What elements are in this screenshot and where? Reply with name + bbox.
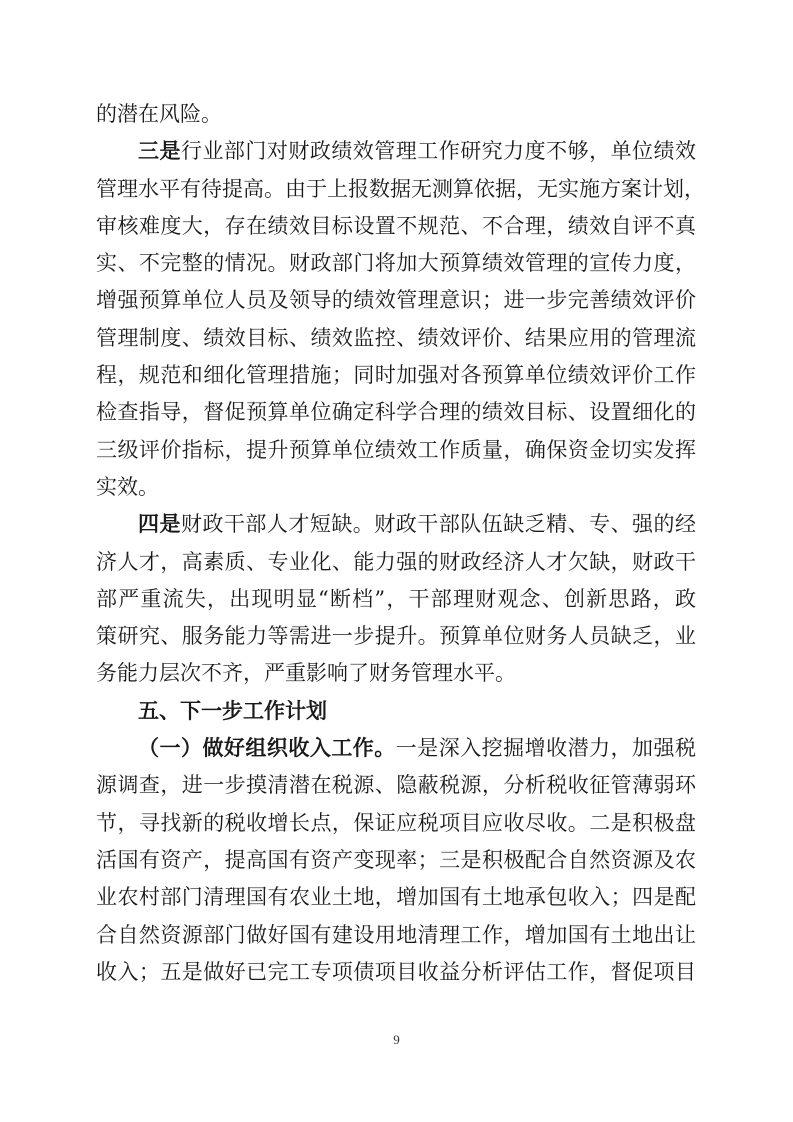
text-line-21: 活国有资产，提高国有资产变现率；三是积极配合自然资源及农 [96,847,696,872]
text-line-1: 的潜在风险。 [96,102,222,126]
text-line-6: 增强预算单位人员及领导的绩效管理意识；进一步完善绩效评价 [96,288,696,313]
text-line-5: 实、不完整的情况。财政部门将加大预算绩效管理的宣传力度， [96,251,696,276]
text-line-12: 四是财政干部人才短缺。财政干部队伍缺乏精、专、强的经 [138,512,697,537]
lead-label: 四是 [138,512,181,537]
text-line-23: 合自然资源部门做好国有建设用地清理工作，增加国有土地出让 [96,922,696,947]
text-line-24: 收入；五是做好已完工专项债项目收益分析评估工作，督促项目 [96,959,696,984]
text-line-7: 管理制度、绩效目标、绩效监控、绩效评价、结果应用的管理流 [96,325,696,350]
document-body [96,96,705,991]
lead-label: 三是 [138,139,181,164]
text-line-19: 源调查，进一步摸清潜在税源、隐蔽税源，分析税收征管薄弱环 [96,773,696,798]
text-line-3: 管理水平有待提高。由于上报数据无测算依据，无实施方案计划， [96,176,705,201]
text-line-13: 济人才，高素质、专业化、能力强的财政经济人才欠缺，财政干 [96,549,696,574]
text-line-4: 审核难度大，存在绩效目标设置不规范、不合理，绩效自评不真 [96,213,696,238]
text-line-16: 务能力层次不齐，严重影响了财务管理水平。 [96,661,516,686]
text-line-2: 三是行业部门对财政绩效管理工作研究力度不够，单位绩效 [138,139,697,164]
text-line-8: 程，规范和细化管理措施；同时加强对各预算单位绩效评价工作 [96,363,696,388]
text-line-22: 业农村部门清理国有农业土地，增加国有土地承包收入；四是配 [96,885,696,910]
page-number: 9 [393,1032,400,1047]
text-line-10: 三级评价指标，提升预算单位绩效工作质量，确保资金切实发挥 [96,437,696,462]
lead-label: （一）做好组织收入工作。 [138,736,396,761]
text-line-15: 策研究、服务能力等需进一步提升。预算单位财务人员缺乏，业 [96,624,696,649]
text-line-9: 检查指导，督促预算单位确定科学合理的绩效目标、设置细化的 [96,400,696,425]
text-line-20: 节，寻找新的税收增长点，保证应税项目应收尽收。二是积极盘 [96,810,696,835]
text-line-18: （一）做好组织收入工作。一是深入挖掘增收潜力，加强税 [138,736,697,761]
text-line-14: 部严重流失，出现明显“断档”，干部理财观念、创新思路，政 [96,586,696,611]
text-line-11: 实效。 [96,474,159,499]
section-heading: 五、下一步工作计划 [138,698,327,723]
